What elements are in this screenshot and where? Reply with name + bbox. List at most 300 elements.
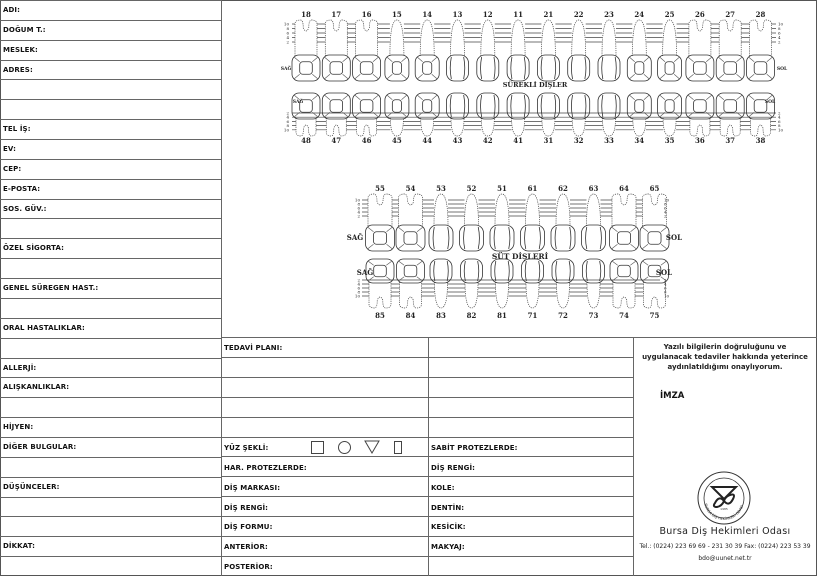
patient-field-row[interactable] xyxy=(0,318,221,338)
consent-line-3: aydınlatıldığımı onaylıyorum. xyxy=(667,363,783,371)
surface-divider xyxy=(368,244,374,249)
depth-scale-label: 2 xyxy=(778,110,781,116)
face-shape-label: YÜZ ŞEKLİ: xyxy=(224,444,269,452)
tooth-crown xyxy=(582,225,606,251)
tooth-crown xyxy=(477,93,499,119)
root-backdrop xyxy=(556,194,570,226)
surface-divider xyxy=(417,244,423,249)
tooth-number-81: 81 xyxy=(497,311,507,320)
surface-divider xyxy=(417,227,423,232)
tooth-crown xyxy=(686,93,714,119)
surface-divider xyxy=(398,227,404,232)
tooth-brand-label: DİŞ MARKASI: xyxy=(224,484,281,492)
patient-field-label: E-POSTA: xyxy=(3,185,41,193)
surface-divider xyxy=(706,95,712,100)
anterior-label: ANTERİOR: xyxy=(224,543,268,551)
dentin-label: DENTİN: xyxy=(431,504,465,512)
surface-divider xyxy=(432,57,437,62)
tooth-crown xyxy=(490,225,514,251)
tooth-number-43: 43 xyxy=(452,136,463,145)
surface-divider xyxy=(737,57,743,62)
proximal-line xyxy=(571,95,572,117)
proximal-line xyxy=(478,261,479,281)
depth-scale-label: 8 xyxy=(664,289,667,295)
surface-divider xyxy=(706,74,712,79)
tooth-number-82: 82 xyxy=(466,311,477,320)
tooth-crown xyxy=(716,55,744,81)
surface-divider xyxy=(660,95,665,100)
signature-label: İMZA xyxy=(660,391,685,401)
face-shape-rectangle-checkbox[interactable] xyxy=(394,441,402,454)
proximal-line xyxy=(511,57,512,79)
left-side-label-upper: SOL xyxy=(665,233,682,242)
tooth-crown xyxy=(568,93,590,119)
tooth-crown xyxy=(537,93,559,119)
tooth-number-18: 18 xyxy=(301,10,311,19)
proximal-line xyxy=(602,57,603,79)
depth-scale-label: 6 xyxy=(286,30,289,36)
surface-divider xyxy=(630,277,636,281)
fixed-input-row[interactable] xyxy=(429,418,632,436)
tooth-number-23: 23 xyxy=(604,10,614,19)
svg-text:1985: 1985 xyxy=(720,507,728,511)
patient-field-row[interactable] xyxy=(0,358,221,378)
root-backdrop xyxy=(465,282,478,300)
surface-divider xyxy=(749,57,755,62)
proximal-line xyxy=(447,261,448,281)
depth-scale-label: 2 xyxy=(664,277,667,283)
fixed-input-row[interactable] xyxy=(429,358,632,376)
proximal-line xyxy=(525,261,526,281)
crown-outline xyxy=(568,93,590,119)
patient-field-row[interactable] xyxy=(0,536,221,556)
crown-outline xyxy=(385,93,409,119)
proximal-line xyxy=(478,227,479,249)
proximal-line xyxy=(511,95,512,117)
surface-divider xyxy=(368,261,374,265)
surface-divider xyxy=(612,261,618,265)
tooth-crown xyxy=(598,93,620,119)
tooth-number-12: 12 xyxy=(482,10,493,19)
proximal-line xyxy=(541,95,542,117)
face-shape-square-checkbox[interactable] xyxy=(311,441,324,454)
tooth-crown xyxy=(385,55,409,81)
tooth-number-28: 28 xyxy=(755,10,766,19)
proximal-line xyxy=(555,95,556,117)
patient-field-row[interactable] xyxy=(0,377,221,397)
patient-field-label: ÖZEL SİGORTA: xyxy=(3,244,65,252)
crown-outline xyxy=(537,55,559,81)
surface-divider xyxy=(343,95,349,100)
occlusal-surface xyxy=(374,265,387,277)
tooth-crown xyxy=(415,55,439,81)
surface-divider xyxy=(674,74,679,79)
surface-divider xyxy=(737,95,743,100)
grid-row-divider xyxy=(221,556,633,557)
surface-divider xyxy=(387,95,392,100)
tooth-crown xyxy=(552,259,574,283)
fixed-input-row[interactable] xyxy=(429,398,632,416)
root-backdrop xyxy=(326,118,346,134)
surface-divider xyxy=(294,57,300,62)
fixed-input-row[interactable] xyxy=(429,338,632,356)
tooth-number-24: 24 xyxy=(634,10,645,19)
treatment-input-row[interactable] xyxy=(222,358,427,376)
depth-scale-label: 10 xyxy=(283,21,289,27)
root-backdrop xyxy=(750,20,772,56)
tooth-number-48: 48 xyxy=(301,136,311,145)
proximal-line xyxy=(541,57,542,79)
posterior-label: POSTERİOR: xyxy=(224,563,273,571)
patient-field-row[interactable] xyxy=(0,238,221,258)
tooth-number-27: 27 xyxy=(725,10,736,19)
permanent-teeth-title: SÜREKLİ DİŞLER xyxy=(502,81,568,89)
surface-divider xyxy=(417,95,422,100)
surface-divider xyxy=(373,95,379,100)
tooth-crown xyxy=(658,55,682,81)
surface-divider xyxy=(343,57,349,62)
depth-scale-label: 10 xyxy=(664,293,670,299)
tooth-number-15: 15 xyxy=(392,10,402,19)
patient-field-label: EV: xyxy=(3,145,16,153)
surface-divider xyxy=(660,74,665,79)
patient-field-label: ADI: xyxy=(3,6,21,14)
crown-outline xyxy=(429,225,453,251)
right-panel-divider xyxy=(633,337,634,576)
surface-divider xyxy=(660,57,665,62)
patient-field-row[interactable] xyxy=(0,139,221,159)
root-backdrop xyxy=(495,194,509,226)
tooth-number-22: 22 xyxy=(573,10,584,19)
crown-outline xyxy=(551,225,575,251)
surface-divider xyxy=(386,277,392,281)
tooth-number-47: 47 xyxy=(331,136,342,145)
patient-field-row[interactable] xyxy=(0,298,221,318)
tooth-number-71: 71 xyxy=(527,311,538,320)
tooth-number-52: 52 xyxy=(466,184,477,193)
occlusal-surface xyxy=(404,265,417,277)
patient-field-label: DİKKAT: xyxy=(3,542,36,550)
patient-field-row[interactable] xyxy=(0,60,221,80)
occlusal-surface xyxy=(635,100,644,112)
proximal-line xyxy=(602,95,603,117)
surface-divider xyxy=(661,244,667,249)
surface-divider xyxy=(644,95,649,100)
proximal-line xyxy=(539,227,540,249)
occlusal-surface xyxy=(635,62,644,74)
fixed-input-row[interactable] xyxy=(429,477,632,495)
tooth-number-38: 38 xyxy=(755,136,766,145)
crown-outline xyxy=(447,93,469,119)
occlusal-surface xyxy=(724,100,737,112)
surface-divider xyxy=(294,74,300,79)
surface-divider xyxy=(661,227,667,232)
patient-field-row[interactable] xyxy=(0,477,221,497)
tooth-number-36: 36 xyxy=(695,136,705,145)
tooth-number-54: 54 xyxy=(405,184,416,193)
patient-field-row[interactable] xyxy=(0,99,221,119)
proximal-line xyxy=(524,95,525,117)
surface-divider xyxy=(688,95,694,100)
surface-divider xyxy=(767,74,773,79)
tooth-number-26: 26 xyxy=(695,10,705,19)
surface-divider xyxy=(767,57,773,62)
root-backdrop xyxy=(295,20,317,56)
surface-divider xyxy=(417,261,423,265)
tooth-crown xyxy=(397,259,425,283)
proximal-line xyxy=(586,227,587,249)
surface-divider xyxy=(718,95,724,100)
proximal-line xyxy=(585,57,586,79)
patient-field-row[interactable] xyxy=(0,179,221,199)
proximal-line xyxy=(450,95,451,117)
tooth-number-31: 31 xyxy=(543,136,554,145)
patient-field-row[interactable] xyxy=(0,497,221,517)
crown-outline xyxy=(521,225,545,251)
depth-scale-label: 4 xyxy=(778,35,781,40)
patient-field-label: MESLEK: xyxy=(3,46,38,54)
surface-divider xyxy=(312,57,318,62)
patient-field-row[interactable] xyxy=(0,457,221,477)
tooth-crown xyxy=(658,93,682,119)
surface-divider xyxy=(644,74,649,79)
tooth-number-35: 35 xyxy=(664,136,675,145)
consent-statement xyxy=(636,342,814,372)
patient-field-label: DÜŞÜNCELER: xyxy=(3,483,60,491)
patient-field-row[interactable] xyxy=(0,20,221,40)
surface-divider xyxy=(399,277,405,281)
depth-scale-label: 2 xyxy=(664,213,667,219)
tooth-number-51: 51 xyxy=(497,184,507,193)
occlusal-surface xyxy=(423,100,432,112)
tooth-crown xyxy=(322,93,350,119)
tooth-number-53: 53 xyxy=(436,184,446,193)
patient-field-row[interactable] xyxy=(0,556,221,576)
depth-scale-label: 2 xyxy=(357,277,360,283)
patient-field-label: HİJYEN: xyxy=(3,423,34,431)
crown-outline xyxy=(430,259,452,283)
surface-divider xyxy=(706,57,712,62)
depth-scale-label: 4 xyxy=(778,114,781,120)
right-side-label-upper: SAĞ xyxy=(280,67,292,72)
tooth-crown xyxy=(640,225,669,251)
tooth-crown xyxy=(415,93,439,119)
proximal-line xyxy=(556,261,557,281)
surface-divider xyxy=(324,57,330,62)
patient-field-row[interactable] xyxy=(0,79,221,99)
tooth-crown xyxy=(507,93,529,119)
surface-divider xyxy=(661,261,667,265)
crown-outline xyxy=(658,93,682,119)
patient-field-label: TEL İŞ: xyxy=(3,125,31,133)
patient-field-row[interactable] xyxy=(0,258,221,278)
tooth-crown xyxy=(322,55,350,81)
root-backdrop xyxy=(451,20,465,56)
left-side-label-lower: SOL xyxy=(655,268,672,277)
tooth-crown xyxy=(627,55,651,81)
patient-field-row[interactable] xyxy=(0,40,221,60)
tooth-crown xyxy=(447,55,469,81)
depth-scale-label: 4 xyxy=(357,209,360,215)
proximal-line xyxy=(555,227,556,249)
occlusal-surface xyxy=(404,232,417,244)
crown-outline xyxy=(460,225,484,251)
face-shape-circle-checkbox[interactable] xyxy=(338,441,351,454)
tooth-number-73: 73 xyxy=(588,311,599,320)
patient-field-label: SOS. GÜV.: xyxy=(3,205,47,213)
surface-divider xyxy=(312,74,318,79)
surface-divider xyxy=(432,95,437,100)
signature-field[interactable] xyxy=(640,402,810,460)
patient-field-row[interactable] xyxy=(0,119,221,139)
patient-field-row[interactable] xyxy=(0,159,221,179)
tooth-crown xyxy=(522,259,544,283)
tooth-number-33: 33 xyxy=(604,136,614,145)
proximal-line xyxy=(586,261,587,281)
crown-outline xyxy=(477,55,499,81)
tooth-crown xyxy=(429,225,453,251)
patient-field-row[interactable] xyxy=(0,218,221,238)
surface-divider xyxy=(643,261,649,265)
surface-divider xyxy=(688,74,694,79)
treatment-input-row[interactable] xyxy=(222,398,427,416)
occlusal-surface xyxy=(617,232,630,244)
patient-field-row[interactable] xyxy=(0,0,221,20)
proximal-line xyxy=(494,57,495,79)
surface-divider xyxy=(629,74,634,79)
removable-prosthesis-label: HAR. PROTEZLERDE: xyxy=(224,464,307,472)
occlusal-surface xyxy=(360,100,373,112)
tooth-crown xyxy=(716,93,744,119)
consent-line-2: uygulanacak tedaviler hakkında yeterince xyxy=(642,353,808,361)
occlusal-surface xyxy=(392,62,401,74)
tooth-crown xyxy=(598,55,620,81)
surface-divider xyxy=(612,227,618,232)
fixed-tooth-color-label: DİŞ RENGİ: xyxy=(431,464,476,472)
surface-divider xyxy=(399,261,405,265)
treatment-input-row[interactable] xyxy=(222,378,427,396)
patient-field-row[interactable] xyxy=(0,338,221,358)
proximal-line xyxy=(600,261,601,281)
depth-scale-label: 2 xyxy=(778,39,781,45)
depth-scale-label: 8 xyxy=(664,201,667,207)
patient-field-row[interactable] xyxy=(0,397,221,417)
proximal-line xyxy=(434,261,435,281)
surface-divider xyxy=(401,74,406,79)
patient-field-row[interactable] xyxy=(0,199,221,219)
surface-divider xyxy=(749,74,755,79)
surface-divider xyxy=(612,277,618,281)
surface-divider xyxy=(630,261,636,265)
crown-outline xyxy=(491,259,513,283)
occlusal-surface xyxy=(392,100,401,112)
primary-teeth-title: SÜT DİŞLERİ xyxy=(491,252,549,261)
patient-field-row[interactable] xyxy=(0,516,221,536)
tooth-number-11: 11 xyxy=(513,10,523,19)
occlusal-surface xyxy=(754,62,767,74)
patient-field-row[interactable] xyxy=(0,417,221,437)
tooth-crown xyxy=(747,55,775,81)
root-backdrop xyxy=(368,194,392,226)
surface-divider xyxy=(631,244,637,249)
organization-email: bdo@uunet.net.tr xyxy=(698,555,752,562)
treatment-plan-label: TEDAVİ PLANI: xyxy=(224,344,283,352)
surface-divider xyxy=(642,227,648,232)
fixed-prosthesis-label: SABİT PROTEZLERDE: xyxy=(431,444,518,452)
patient-field-row[interactable] xyxy=(0,437,221,457)
proximal-line xyxy=(555,57,556,79)
crown-outline xyxy=(490,225,514,251)
occlusal-surface xyxy=(373,232,386,244)
tooth-crown xyxy=(461,259,483,283)
tooth-number-37: 37 xyxy=(725,136,736,145)
organization-name: Bursa Diş Hekimleri Odası xyxy=(659,526,791,537)
right-side-label-lower: SAĞ xyxy=(292,100,304,105)
surface-divider xyxy=(373,57,379,62)
root-backdrop xyxy=(399,194,423,226)
depth-scale-label: 4 xyxy=(664,209,667,215)
surface-divider xyxy=(631,227,637,232)
depth-scale-label: 6 xyxy=(357,205,360,211)
surface-divider xyxy=(718,57,724,62)
depth-scale-label: 8 xyxy=(357,289,360,295)
patient-field-row[interactable] xyxy=(0,278,221,298)
root-backdrop xyxy=(689,20,711,56)
surface-divider xyxy=(629,95,634,100)
occlusal-surface xyxy=(694,62,707,74)
proximal-line xyxy=(464,227,465,249)
surface-divider xyxy=(417,277,423,281)
tooth-number-83: 83 xyxy=(436,311,446,320)
occlusal-surface xyxy=(724,62,737,74)
tooth-number-45: 45 xyxy=(392,136,402,145)
depth-scale-label: 8 xyxy=(357,201,360,207)
crown-outline xyxy=(658,55,682,81)
patient-field-label: DİĞER BULGULAR: xyxy=(3,443,77,451)
root-backdrop xyxy=(557,282,570,300)
tooth-color-label: DİŞ RENGİ: xyxy=(224,504,269,512)
proximal-line xyxy=(509,227,510,249)
tooth-crown xyxy=(610,225,639,251)
treatment-input-row[interactable] xyxy=(222,418,427,436)
crown-outline xyxy=(568,55,590,81)
tooth-crown xyxy=(491,259,513,283)
face-shape-triangle-checkbox[interactable] xyxy=(364,440,380,454)
surface-divider xyxy=(324,74,330,79)
surface-divider xyxy=(387,57,392,62)
root-backdrop xyxy=(526,282,539,300)
tooth-crown xyxy=(292,55,320,81)
surface-divider xyxy=(642,244,648,249)
tooth-crown xyxy=(507,55,529,81)
tooth-number-13: 13 xyxy=(452,10,463,19)
root-backdrop xyxy=(435,282,448,300)
tooth-crown xyxy=(583,259,605,283)
tooth-crown xyxy=(610,259,638,283)
depth-scale-label: 2 xyxy=(357,213,360,219)
tooth-crown xyxy=(686,55,714,81)
root-backdrop xyxy=(390,20,404,56)
surface-divider xyxy=(324,95,330,100)
root-backdrop xyxy=(420,20,434,56)
proximal-line xyxy=(615,95,616,117)
root-backdrop xyxy=(690,118,710,134)
depth-scale-label: 8 xyxy=(286,26,289,31)
patient-field-label: ALLERJİ: xyxy=(3,364,37,372)
occlusal-surface xyxy=(330,62,343,74)
proximal-line xyxy=(464,57,465,79)
fixed-input-row[interactable] xyxy=(429,378,632,396)
